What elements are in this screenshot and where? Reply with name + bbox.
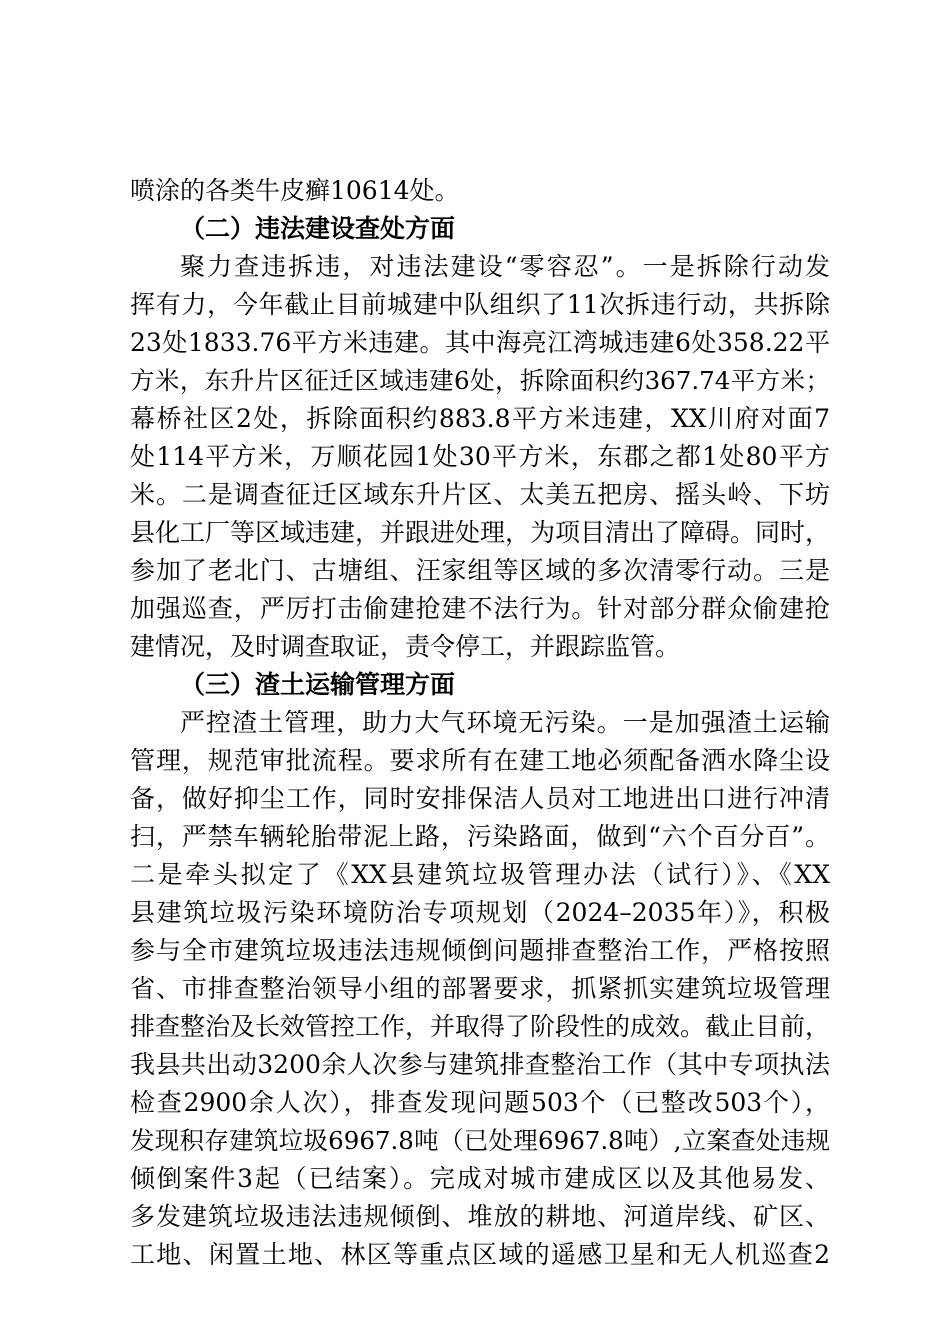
paragraph-line: 管理，规范审批流程。要求所有在建工地必须配备洒水降尘设 bbox=[130, 746, 830, 775]
paragraph-line: 处114平方米，万顺花园1处30平方米，东郡之都1处80平方 bbox=[130, 442, 830, 471]
paragraph-line: 加强巡查，严厉打击偷建抢建不法行为。针对部分群众偷建抢 bbox=[130, 594, 830, 623]
paragraph-line: 备，做好抑尘工作，同时安排保洁人员对工地进出口进行冲清 bbox=[130, 784, 830, 813]
paragraph-line: 发现积存建筑垃圾6967.8吨（已处理6967.8吨）,立案查处违规 bbox=[130, 1126, 830, 1155]
paragraph-line: 县化工厂等区域违建，并跟进处理，为项目清出了障碍。同时， bbox=[130, 518, 831, 547]
paragraph-line: 聚力查违拆违，对违法建设“零容忍”。一是拆除行动发 bbox=[180, 252, 830, 281]
paragraph-line: 扫，严禁车辆轮胎带泥上路，污染路面，做到“六个百分百”。 bbox=[130, 822, 830, 851]
paragraph-line: 幕桥社区2处，拆除面积约883.8平方米违建，XX川府对面7 bbox=[130, 404, 830, 433]
paragraph-line: 喷涂的各类牛皮癣10614处。 bbox=[130, 176, 460, 205]
paragraph-line: 严控渣土管理，助力大气环境无污染。一是加强渣土运输 bbox=[180, 708, 830, 737]
paragraph-line: 参与全市建筑垃圾违法违规倾倒问题排查整治工作，严格按照 bbox=[130, 936, 830, 965]
paragraph-line: 检查2900余人次），排查发现问题503个（已整改503个）， bbox=[130, 1088, 830, 1117]
paragraph-line: 倾倒案件3起（已结案）。完成对城市建成区以及其他易发、 bbox=[130, 1164, 830, 1193]
paragraph-line: 省、市排查整治领导小组的部署要求，抓紧抓实建筑垃圾管理 bbox=[130, 974, 830, 1003]
paragraph-line: 排查整治及长效管控工作，并取得了阶段性的成效。截止目前， bbox=[130, 1012, 831, 1041]
section-heading: （三）渣土运输管理方面 bbox=[180, 670, 456, 699]
paragraph-line: 二是牵头拟定了《XX县建筑垃圾管理办法（试行）》、《XX bbox=[130, 860, 830, 889]
paragraph-line: 工地、闲置土地、林区等重点区域的遥感卫星和无人机巡查2 bbox=[130, 1240, 830, 1269]
paragraph-line: 我县共出动3200余人次参与建筑排查整治工作（其中专项执法 bbox=[130, 1050, 830, 1079]
paragraph-line: 参加了老北门、古塘组、汪家组等区域的多次清零行动。三是 bbox=[130, 556, 830, 585]
paragraph-line: 23处1833.76平方米违建。其中海亮江湾城违建6处358.22平 bbox=[130, 328, 830, 357]
section-heading: （二）违法建设查处方面 bbox=[180, 214, 456, 243]
paragraph-line: 挥有力，今年截止目前城建中队组织了11次拆违行动，共拆除 bbox=[130, 290, 830, 319]
paragraph-line: 方米，东升片区征迁区域违建6处，拆除面积约367.74平方米； bbox=[130, 366, 830, 395]
paragraph-line: 县建筑垃圾污染环境防治专项规划（2024–2035年）》，积极 bbox=[130, 898, 830, 927]
paragraph-line: 米。二是调查征迁区域东升片区、太美五把房、摇头岭、下坊 bbox=[130, 480, 830, 509]
paragraph-line: 建情况，及时调查取证，责令停工，并跟踪监管。 bbox=[130, 632, 681, 661]
paragraph-line: 多发建筑垃圾违法违规倾倒、堆放的耕地、河道岸线、矿区、 bbox=[130, 1202, 830, 1231]
